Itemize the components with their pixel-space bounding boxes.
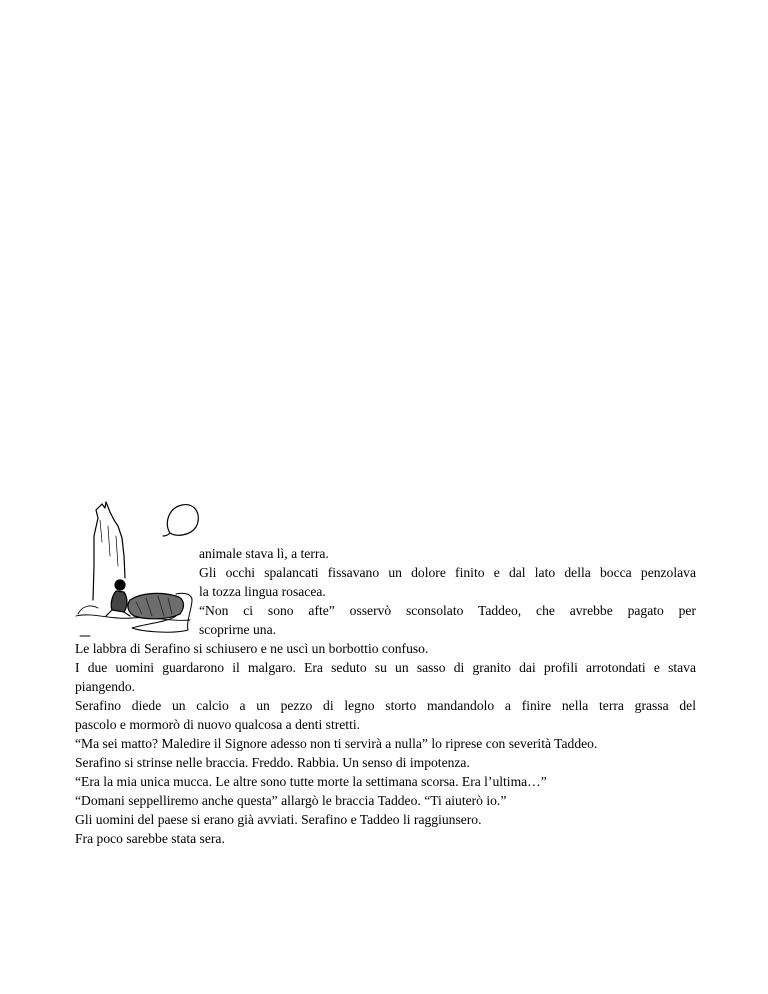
text-line: “Non ci sono afte” osservò sconsolato Taddeo, che avrebbe pagato per <box>199 603 696 618</box>
text-line: Serafino diede un calcio a un pezzo di legno storto mandandolo a finire nella terra grassa del <box>75 698 696 713</box>
text-line: Serafino si strinse nelle braccia. Freddo. Rabbia. Un senso di impotenza. <box>75 755 470 770</box>
text-line: “Era la mia unica mucca. Le altre sono tutte morte la settimana scorsa. Era l’ultima…” <box>75 774 547 789</box>
text-line: scoprirne una. <box>199 622 277 637</box>
drop-cap-illustration <box>72 496 202 644</box>
text-line: piangendo. <box>75 679 136 694</box>
text-line: “Ma sei matto? Maledire il Signore adesso non ti servirà a nulla” lo riprese con severità Taddeo. <box>75 736 598 751</box>
text-line: Fra poco sarebbe stata sera. <box>75 831 225 846</box>
text-line: Gli occhi spalancati fissavano un dolore finito e dal lato della bocca penzolava <box>199 565 696 580</box>
text-line: “Domani seppelliremo anche questa” allargò le braccia Taddeo. “Ti aiuterò io.” <box>75 793 507 808</box>
text-line: Le labbra di Serafino si schiusero e ne uscì un borbottio confuso. <box>75 641 429 656</box>
text-line: la tozza lingua rosacea. <box>199 584 326 599</box>
text-line: Gli uomini del paese si erano già avviati. Serafino e Taddeo li raggiunsero. <box>75 812 482 827</box>
text-line: animale stava lì, a terra. <box>199 546 329 561</box>
text-line: pascolo e mormorò di nuovo qualcosa a denti stretti. <box>75 717 361 732</box>
text-line: I due uomini guardarono il malgaro. Era seduto su un sasso di granito dai profili arrotondati e stava <box>75 660 696 675</box>
